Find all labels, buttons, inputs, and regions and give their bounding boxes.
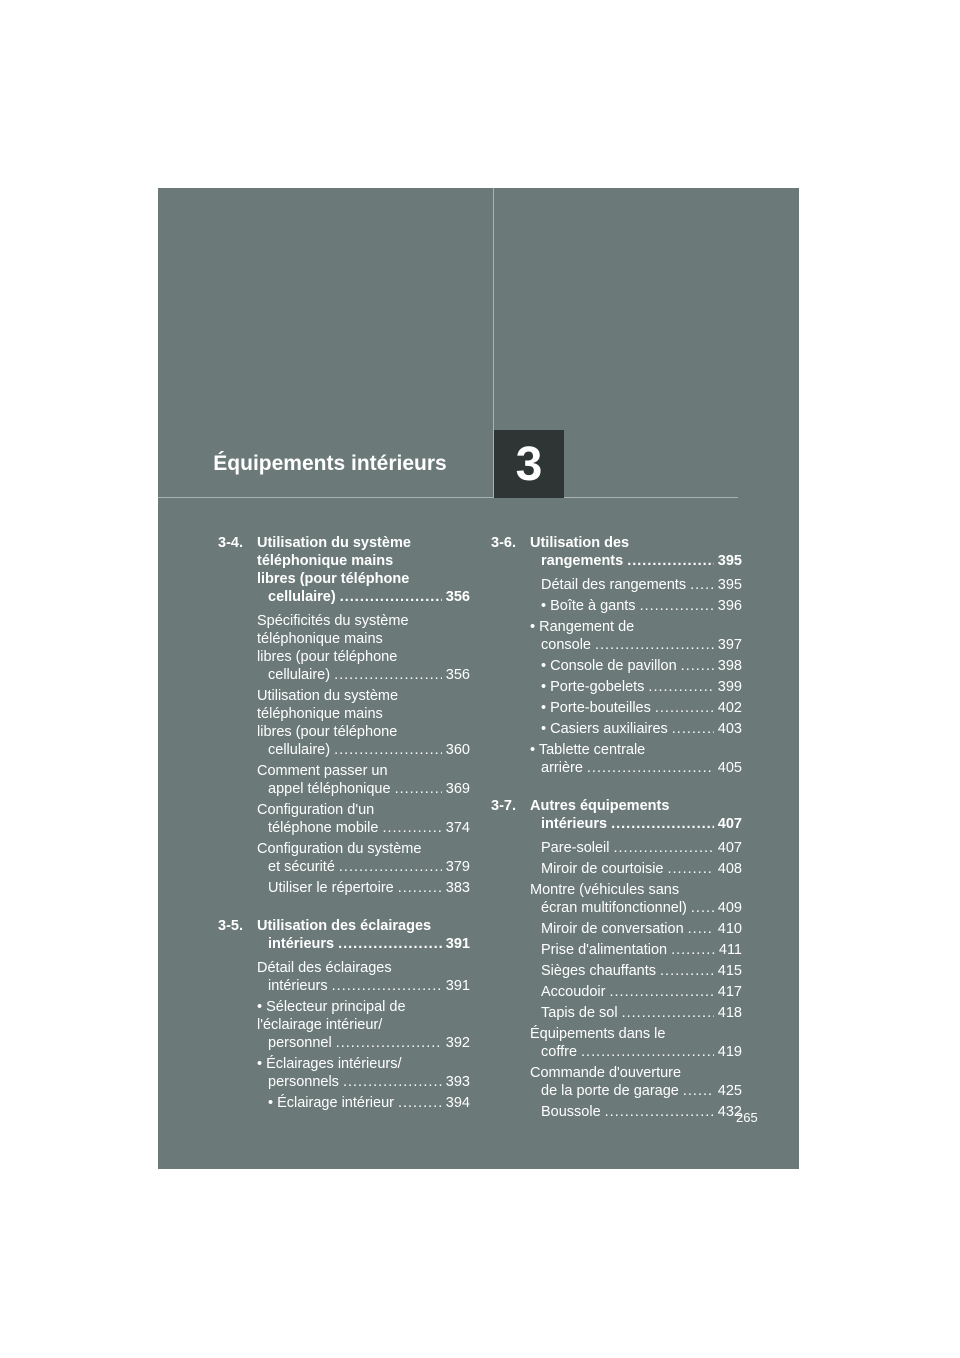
dot-leader — [690, 576, 714, 594]
entry-text: • Éclairage intérieur — [268, 1095, 394, 1111]
section-title[interactable] — [530, 797, 742, 833]
entry-page: 398 — [717, 658, 742, 674]
toc-entry[interactable] — [530, 597, 742, 615]
entry-text: cellulaire) — [268, 742, 331, 758]
toc-entry[interactable] — [530, 962, 742, 980]
dot-leader — [668, 860, 714, 878]
entry-page: 392 — [445, 1035, 470, 1051]
leader-line — [268, 666, 470, 684]
entry-text: console — [541, 637, 591, 653]
entry-line: Commande d'ouverture — [530, 1065, 682, 1081]
entry-page: 395 — [717, 553, 742, 569]
toc-section — [491, 797, 742, 1121]
toc-entry[interactable] — [257, 687, 470, 759]
entry-text: • Porte-bouteilles — [541, 700, 651, 716]
entry-text: Prise d'alimentation — [541, 942, 668, 958]
entry-page: 374 — [445, 820, 470, 836]
dot-leader — [691, 899, 714, 917]
entry-page: 391 — [445, 936, 470, 952]
entry-page: 356 — [445, 589, 470, 605]
entry-line: Configuration d'un — [257, 802, 375, 818]
leader-line — [541, 636, 742, 654]
toc-entry[interactable] — [257, 801, 470, 837]
dot-leader — [627, 552, 714, 570]
leader-line — [541, 699, 742, 717]
entry-page: 369 — [445, 781, 470, 797]
entry-line: Équipements dans le — [530, 1026, 666, 1042]
toc-entry[interactable] — [257, 762, 470, 798]
entry-text: coffre — [541, 1044, 578, 1060]
toc-entry[interactable] — [530, 678, 742, 696]
section-title-line: Utilisation du système — [257, 535, 411, 551]
leader-line — [541, 962, 742, 980]
dot-leader — [605, 1103, 714, 1121]
leader-line — [541, 1043, 742, 1061]
entry-page: 410 — [717, 921, 742, 937]
entry-text: de la porte de garage — [541, 1083, 679, 1099]
dot-leader — [648, 678, 713, 696]
dot-leader — [660, 962, 714, 980]
toc-entry[interactable] — [530, 1064, 742, 1100]
dot-leader — [343, 1073, 442, 1091]
toc-entry[interactable] — [530, 1004, 742, 1022]
leader-line — [268, 858, 470, 876]
entry-line: Montre (véhicules sans — [530, 882, 680, 898]
toc-entry[interactable] — [530, 741, 742, 777]
toc-entry[interactable] — [530, 860, 742, 878]
toc-entry[interactable] — [257, 612, 470, 684]
toc-entry[interactable] — [530, 576, 742, 594]
entry-line: • Rangement de — [530, 619, 635, 635]
entry-line: libres (pour téléphone — [257, 649, 398, 665]
entry-page: 411 — [718, 942, 742, 958]
entry-page: 407 — [717, 816, 742, 832]
leader-line — [268, 977, 470, 995]
toc-entry[interactable] — [530, 839, 742, 857]
section-title-line: Utilisation des éclairages — [257, 918, 432, 934]
toc-entry[interactable] — [530, 699, 742, 717]
entry-line: téléphonique mains — [257, 631, 383, 647]
leader-line — [541, 839, 742, 857]
dot-leader — [581, 1043, 714, 1061]
entry-page: 418 — [717, 1005, 742, 1021]
entry-text: personnels — [268, 1074, 339, 1090]
section-title[interactable] — [257, 917, 470, 953]
dot-leader — [334, 666, 442, 684]
leader-line — [541, 920, 742, 938]
toc-entry[interactable] — [530, 720, 742, 738]
dot-leader — [671, 941, 715, 959]
entry-line: • Tablette centrale — [530, 742, 646, 758]
toc-entry[interactable] — [530, 618, 742, 654]
entry-line: libres (pour téléphone — [257, 724, 398, 740]
section-number: 3-7. — [491, 798, 516, 814]
leader-line — [541, 1082, 742, 1100]
chapter-number-box — [494, 430, 564, 498]
entry-page: 405 — [717, 760, 742, 776]
entry-text: Utiliser le répertoire — [268, 880, 394, 896]
entry-text: Tapis de sol — [541, 1005, 618, 1021]
toc-entry[interactable] — [530, 1103, 742, 1121]
entry-page: 409 — [717, 900, 742, 916]
toc-entry[interactable] — [530, 920, 742, 938]
entry-text: intérieurs — [268, 978, 328, 994]
dot-leader — [332, 977, 442, 995]
section-number: 3-6. — [491, 535, 516, 551]
entry-page: 415 — [717, 963, 742, 979]
entry-text: • Porte-gobelets — [541, 679, 645, 695]
dot-leader — [622, 1004, 714, 1022]
entry-line: téléphonique mains — [257, 706, 383, 722]
entry-text: Miroir de conversation — [541, 921, 684, 937]
entry-page: 425 — [717, 1083, 742, 1099]
dot-leader — [655, 699, 714, 717]
leader-line — [268, 588, 470, 606]
entry-page: 383 — [445, 880, 470, 896]
entry-text: • Console de pavillon — [541, 658, 677, 674]
leader-line — [541, 899, 742, 917]
entry-text: intérieurs — [541, 816, 608, 832]
entry-page: 393 — [445, 1074, 470, 1090]
leader-line — [268, 819, 470, 837]
entry-text: Accoudoir — [541, 984, 606, 1000]
dot-leader — [398, 1094, 442, 1112]
entry-text: Boussole — [541, 1104, 601, 1120]
entry-line: Comment passer un — [257, 763, 388, 779]
entry-page: 419 — [717, 1044, 742, 1060]
dot-leader — [595, 636, 714, 654]
leader-line — [268, 1034, 470, 1052]
toc-section — [491, 534, 742, 777]
toc-entry[interactable] — [530, 881, 742, 917]
leader-line — [541, 1004, 742, 1022]
dot-leader — [681, 657, 714, 675]
section-title[interactable] — [530, 534, 742, 570]
toc-section — [218, 534, 470, 897]
dot-leader — [672, 720, 714, 738]
page-number: 265 — [736, 1110, 758, 1125]
toc-entry[interactable] — [257, 840, 470, 876]
entry-text: appel téléphonique — [268, 781, 391, 797]
leader-line — [541, 941, 742, 959]
dot-leader — [614, 839, 714, 857]
leader-line — [541, 1103, 742, 1121]
leader-line — [541, 678, 742, 696]
leader-line — [541, 815, 742, 833]
dot-leader — [382, 819, 441, 837]
dot-leader — [340, 588, 442, 606]
entry-text: téléphone mobile — [268, 820, 379, 836]
leader-line — [268, 741, 470, 759]
section-number: 3-5. — [218, 918, 243, 934]
toc-section — [218, 917, 470, 1112]
entry-text: Sièges chauffants — [541, 963, 657, 979]
entry-line: Configuration du système — [257, 841, 422, 857]
entry-line: • Sélecteur principal de — [257, 999, 406, 1015]
toc-entry[interactable] — [257, 879, 470, 897]
entry-page: 399 — [717, 679, 742, 695]
leader-line — [541, 983, 742, 1001]
toc-entry[interactable] — [257, 1094, 470, 1112]
leader-line — [268, 780, 470, 798]
dot-leader — [640, 597, 714, 615]
leader-line — [541, 720, 742, 738]
dot-leader — [336, 1034, 442, 1052]
leader-line — [541, 860, 742, 878]
entry-page: 379 — [445, 859, 470, 875]
leader-line — [541, 597, 742, 615]
entry-page: 394 — [445, 1095, 470, 1111]
toc-entry[interactable] — [257, 998, 470, 1052]
leader-line — [268, 935, 470, 953]
entry-line: Spécificités du système — [257, 613, 409, 629]
dot-leader — [611, 815, 714, 833]
toc-entry[interactable] — [530, 941, 742, 959]
entry-line: Détail des éclairages — [257, 960, 392, 976]
entry-text: • Casiers auxiliaires — [541, 721, 668, 737]
entry-line: • Éclairages intérieurs/ — [257, 1056, 402, 1072]
entry-text: écran multifonctionnel) — [541, 900, 687, 916]
leader-line — [268, 1073, 470, 1091]
entry-text: et sécurité — [268, 859, 335, 875]
chapter-number: 3 — [515, 437, 543, 491]
entry-page: 432 — [717, 1104, 742, 1120]
entry-text: Miroir de courtoisie — [541, 861, 664, 877]
entry-text: intérieurs — [268, 936, 335, 952]
dot-leader — [398, 879, 442, 897]
dot-leader — [688, 920, 714, 938]
entry-page: 395 — [717, 577, 742, 593]
entry-line: l'éclairage intérieur/ — [257, 1017, 383, 1033]
toc-entry[interactable] — [530, 1025, 742, 1061]
leader-line — [541, 576, 742, 594]
entry-text: personnel — [268, 1035, 332, 1051]
dot-leader — [609, 983, 713, 1001]
entry-text: arrière — [541, 760, 583, 776]
section-number: 3-4. — [218, 535, 243, 551]
entry-page: 396 — [717, 598, 742, 614]
entry-page: 397 — [717, 637, 742, 653]
entry-page: 403 — [717, 721, 742, 737]
dot-leader — [683, 1082, 714, 1100]
entry-page: 417 — [717, 984, 742, 1000]
section-title-line: Autres équipements — [530, 798, 670, 814]
section-title-line: libres (pour téléphone — [257, 571, 410, 587]
leader-line — [268, 879, 470, 897]
entry-page: 360 — [445, 742, 470, 758]
entry-page: 407 — [717, 840, 742, 856]
divider-horizontal — [158, 497, 738, 498]
entry-text: cellulaire) — [268, 589, 336, 605]
entry-text: cellulaire) — [268, 667, 331, 683]
toc-entry[interactable] — [257, 1055, 470, 1091]
leader-line — [541, 759, 742, 777]
section-title-line: téléphonique mains — [257, 553, 394, 569]
chapter-title: Équipements intérieurs — [213, 452, 447, 475]
leader-line — [268, 1094, 470, 1112]
section-title[interactable] — [257, 534, 470, 606]
dot-leader — [395, 780, 442, 798]
entry-line: Utilisation du système — [257, 688, 399, 704]
dot-leader — [587, 759, 714, 777]
dot-leader — [334, 741, 442, 759]
dot-leader — [338, 935, 442, 953]
entry-page: 408 — [717, 861, 742, 877]
entry-page: 402 — [717, 700, 742, 716]
dot-leader — [339, 858, 442, 876]
entry-text: • Boîte à gants — [541, 598, 636, 614]
toc-entry[interactable] — [257, 959, 470, 995]
entry-text: Détail des rangements — [541, 577, 687, 593]
entry-page: 356 — [445, 667, 470, 683]
entry-text: rangements — [541, 553, 624, 569]
toc-entry[interactable] — [530, 983, 742, 1001]
toc-column-right — [491, 534, 742, 1141]
entry-page: 391 — [445, 978, 470, 994]
toc-column-left — [218, 534, 470, 1132]
toc-entry[interactable] — [530, 657, 742, 675]
leader-line — [541, 657, 742, 675]
section-title-line: Utilisation des — [530, 535, 630, 551]
entry-text: Pare-soleil — [541, 840, 610, 856]
leader-line — [541, 552, 742, 570]
